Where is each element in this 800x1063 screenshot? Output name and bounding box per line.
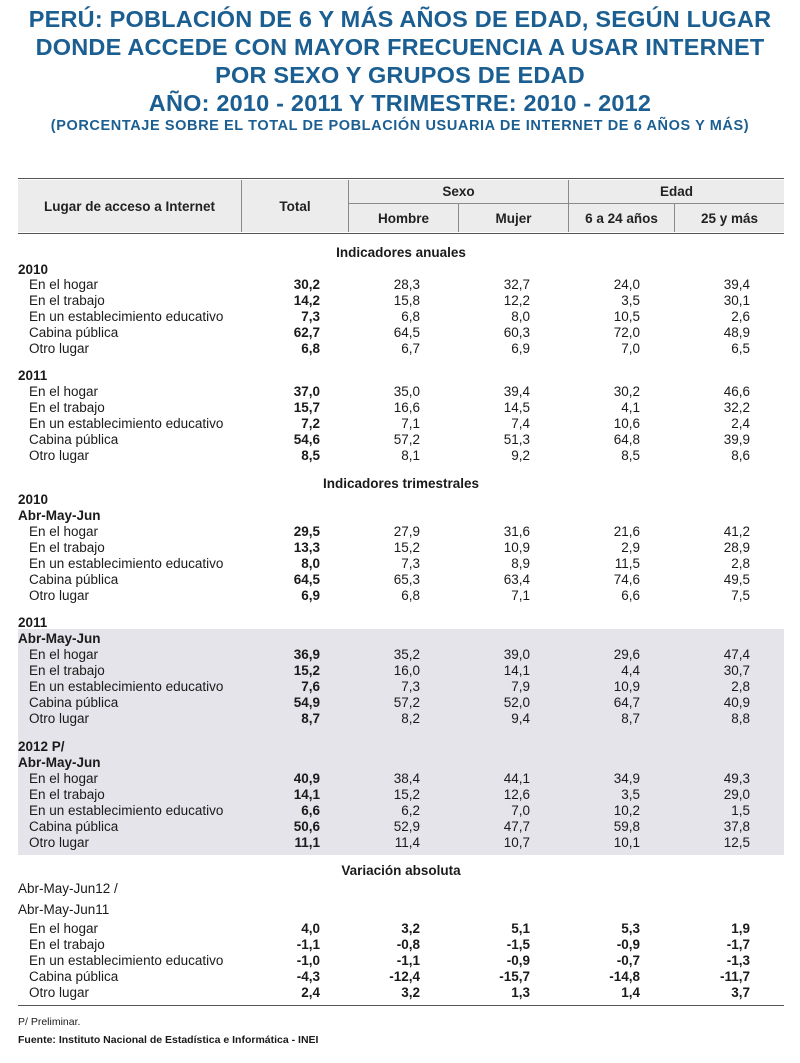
cell-edad-6-24: 72,0 (613, 325, 640, 340)
cell-total: 6,9 (301, 588, 320, 603)
cell-hombre: 64,5 (393, 325, 420, 340)
cell-mujer: 51,3 (503, 432, 530, 447)
cell-edad-25-mas: 41,2 (723, 524, 750, 539)
cell-edad-25-mas: 29,0 (723, 787, 750, 802)
cell-edad-6-24: 59,8 (613, 819, 640, 834)
table-row (18, 953, 784, 969)
cell-edad-6-24: 8,5 (621, 448, 640, 463)
cell-edad-6-24: 10,2 (613, 803, 640, 818)
cell-edad-6-24: 11,5 (614, 556, 640, 571)
cell-edad-6-24: -0,7 (616, 953, 640, 968)
cell-mujer: 10,9 (503, 540, 530, 555)
col-header-edad-6-24: 6 a 24 años (585, 210, 658, 226)
row-label: En un establecimiento educativo (29, 679, 224, 694)
cell-hombre: 7,1 (401, 416, 420, 431)
cell-total: 15,2 (293, 663, 320, 678)
cell-edad-6-24: 10,5 (613, 309, 640, 324)
table-row (18, 985, 784, 1001)
col-header-total: Total (279, 198, 311, 214)
year-label: 2010 (18, 492, 49, 507)
cell-hombre: 15,8 (393, 293, 420, 308)
year-label: 2012 P/ (18, 739, 65, 754)
table-row (18, 819, 784, 835)
cell-edad-6-24: 10,1 (613, 835, 640, 850)
table-row (18, 524, 784, 540)
table-row (18, 416, 784, 432)
cell-mujer: -15,7 (499, 969, 530, 984)
cell-edad-6-24: 34,9 (613, 771, 640, 786)
cell-total: 8,0 (301, 556, 320, 571)
row-label: Cabina pública (29, 695, 119, 710)
cell-edad-25-mas: 2,4 (731, 416, 750, 431)
table-row (18, 556, 784, 572)
cell-edad-25-mas: 7,5 (731, 588, 750, 603)
row-label: En el trabajo (29, 663, 105, 678)
col-header-sexo: Sexo (442, 184, 475, 199)
report-title (0, 5, 800, 135)
cell-edad-25-mas: 40,9 (723, 695, 750, 710)
cell-hombre: 8,2 (401, 711, 420, 726)
table-row (18, 647, 784, 663)
cell-total: 54,9 (293, 695, 320, 710)
table-row (18, 540, 784, 556)
cell-hombre: -0,8 (396, 937, 420, 952)
table-row (18, 293, 784, 309)
cell-edad-25-mas: 39,9 (723, 432, 750, 447)
table-row (18, 572, 784, 588)
cell-mujer: 7,1 (511, 588, 530, 603)
cell-total: 36,9 (293, 647, 320, 662)
cell-edad-6-24: 21,6 (613, 524, 640, 539)
cell-mujer: 14,5 (503, 400, 530, 415)
cell-total: 14,1 (293, 787, 320, 802)
cell-mujer: 47,7 (503, 819, 530, 834)
cell-total: 37,0 (293, 384, 320, 399)
table-header-rule (18, 233, 784, 234)
row-label: En el trabajo (29, 540, 105, 555)
cell-edad-25-mas: 30,1 (723, 293, 750, 308)
row-label: Otro lugar (29, 985, 90, 1000)
col-header-hombre: Hombre (377, 210, 429, 226)
cell-hombre: 3,2 (401, 985, 420, 1000)
row-label: Cabina pública (29, 969, 119, 984)
cell-edad-25-mas: 1,5 (731, 803, 750, 818)
cell-total: 15,7 (293, 400, 320, 415)
row-label: Otro lugar (29, 588, 90, 603)
table-row (18, 771, 784, 787)
period-label: Abr-May-Jun11 (18, 902, 110, 917)
cell-mujer: 52,0 (503, 695, 530, 710)
cell-mujer: 32,7 (503, 277, 530, 292)
row-label: Cabina pública (29, 819, 119, 834)
table-row (18, 969, 784, 985)
cell-edad-25-mas: 37,8 (723, 819, 750, 834)
table-row (18, 384, 784, 400)
cell-mujer: 44,1 (503, 771, 530, 786)
cell-total: 40,9 (293, 771, 320, 786)
cell-hombre: 15,2 (393, 540, 420, 555)
cell-edad-6-24: 24,0 (613, 277, 640, 292)
cell-mujer: 12,6 (503, 787, 530, 802)
cell-edad-25-mas: -1,3 (726, 953, 750, 968)
row-label: En el trabajo (29, 400, 105, 415)
row-label: Otro lugar (29, 341, 90, 356)
table-row (18, 803, 784, 819)
cell-total: 14,2 (293, 293, 320, 308)
cell-mujer: -0,9 (506, 953, 530, 968)
cell-mujer: 7,9 (511, 679, 530, 694)
cell-mujer: 9,4 (511, 711, 530, 726)
row-label: En un establecimiento educativo (29, 803, 224, 818)
cell-edad-25-mas: 47,4 (723, 647, 750, 662)
cell-edad-6-24: 7,0 (621, 341, 640, 356)
section-heading-variacion: Variación absoluta (341, 863, 461, 878)
cell-edad-25-mas: 8,8 (731, 711, 750, 726)
title-line-3: POR SEXO Y GRUPOS DE EDAD (215, 62, 585, 88)
table-bottom-rule (18, 1005, 784, 1006)
cell-hombre: 6,8 (401, 588, 420, 603)
cell-edad-25-mas: 49,3 (723, 771, 750, 786)
cell-mujer: 8,0 (511, 309, 530, 324)
cell-edad-6-24: 74,6 (613, 572, 640, 587)
cell-edad-25-mas: 30,7 (723, 663, 750, 678)
cell-mujer: 5,1 (511, 921, 530, 936)
title-line-1: PERÚ: POBLACIÓN DE 6 Y MÁS AÑOS DE EDAD, SEGÚN LUGAR (28, 6, 772, 32)
cell-hombre: 52,9 (393, 819, 420, 834)
period-label: Abr-May-Jun (18, 755, 101, 770)
cell-mujer: 39,4 (503, 384, 530, 399)
cell-hombre: -1,1 (396, 953, 420, 968)
cell-mujer: 31,6 (503, 524, 530, 539)
cell-total: 7,6 (301, 679, 320, 694)
cell-total: 6,8 (301, 341, 320, 356)
cell-total: 54,6 (293, 432, 320, 447)
cell-total: 11,1 (294, 835, 320, 850)
title-line-4: AÑO: 2010 - 2011 Y TRIMESTRE: 2010 - 2012 (148, 90, 652, 116)
cell-total: 7,2 (301, 416, 320, 431)
row-label: Otro lugar (29, 711, 90, 726)
cell-edad-6-24: 64,8 (613, 432, 640, 447)
cell-mujer: 9,2 (511, 448, 530, 463)
row-label: En un establecimiento educativo (29, 953, 224, 968)
cell-hombre: 8,1 (401, 448, 420, 463)
row-label: En el trabajo (29, 937, 105, 952)
cell-hombre: 3,2 (401, 921, 420, 936)
cell-hombre: 16,0 (393, 663, 420, 678)
cell-edad-6-24: 1,4 (621, 985, 640, 1000)
cell-hombre: 6,2 (401, 803, 420, 818)
cell-total: 6,6 (301, 803, 320, 818)
row-label: En el hogar (29, 921, 99, 936)
col-header-edad-25-mas: 25 y más (700, 210, 759, 226)
title-subtitle: (PORCENTAJE SOBRE EL TOTAL DE POBLACIÓN USUARIA DE INTERNET DE 6 AÑOS Y MÁS) (50, 118, 750, 134)
cell-total: 4,0 (301, 921, 320, 936)
period-label: Abr-May-Jun (18, 508, 101, 523)
cell-edad-6-24: 30,2 (613, 384, 640, 399)
cell-hombre: 38,4 (393, 771, 420, 786)
row-label: Otro lugar (29, 448, 90, 463)
cell-edad-25-mas: 46,6 (723, 384, 750, 399)
cell-edad-25-mas: 8,6 (731, 448, 750, 463)
cell-edad-25-mas: 2,8 (731, 679, 750, 694)
section-heading-trimestral: Indicadores trimestrales (322, 476, 480, 491)
cell-hombre: 7,3 (401, 556, 420, 571)
cell-hombre: 15,2 (393, 787, 420, 802)
year-label: 2011 (18, 368, 48, 383)
table-row (18, 309, 784, 325)
cell-hombre: 57,2 (393, 432, 420, 447)
cell-total: 8,7 (301, 711, 320, 726)
cell-edad-25-mas: 12,5 (723, 835, 750, 850)
row-label: Otro lugar (29, 835, 90, 850)
cell-total: 2,4 (301, 985, 320, 1000)
table-row (18, 432, 784, 448)
table-row (18, 711, 784, 727)
cell-edad-6-24: 3,5 (621, 787, 640, 802)
cell-hombre: 6,7 (401, 341, 420, 356)
table-row (18, 787, 784, 803)
cell-hombre: 35,0 (393, 384, 420, 399)
table-row (18, 835, 784, 851)
footnote-preliminar: P/ Preliminar. (18, 1016, 81, 1028)
period-label: Abr-May-Jun12 / (18, 881, 118, 896)
row-label: Cabina pública (29, 572, 119, 587)
cell-hombre: 6,8 (401, 309, 420, 324)
table-row (18, 448, 784, 464)
cell-mujer: 10,7 (503, 835, 530, 850)
col-header-lugar: Lugar de acceso a Internet (43, 198, 216, 214)
row-label: En el hogar (29, 771, 99, 786)
cell-hombre: 7,3 (401, 679, 420, 694)
cell-total: 30,2 (293, 277, 320, 292)
col-header-edad: Edad (659, 184, 693, 199)
section-heading-anual: Indicadores anuales (336, 245, 466, 260)
cell-edad-25-mas: 39,4 (723, 277, 750, 292)
cell-edad-25-mas: 49,5 (723, 572, 750, 587)
cell-hombre: 28,3 (393, 277, 420, 292)
cell-edad-6-24: 29,6 (613, 647, 640, 662)
cell-total: 8,5 (301, 448, 320, 463)
row-label: En el trabajo (29, 787, 105, 802)
table-row (18, 679, 784, 695)
data-table (18, 178, 784, 1006)
cell-edad-6-24: 3,5 (621, 293, 640, 308)
cell-edad-25-mas: -1,7 (726, 937, 750, 952)
cell-edad-6-24: 4,4 (621, 663, 640, 678)
cell-hombre: 16,6 (393, 400, 420, 415)
row-label: En un establecimiento educativo (29, 556, 224, 571)
cell-total: 64,5 (293, 572, 320, 587)
cell-mujer: 39,0 (503, 647, 530, 662)
cell-hombre: 35,2 (393, 647, 420, 662)
table-row (18, 588, 784, 604)
cell-mujer: 63,4 (503, 572, 530, 587)
year-label: 2011 (18, 615, 48, 630)
cell-edad-25-mas: 48,9 (723, 325, 750, 340)
cell-edad-25-mas: -11,7 (719, 969, 750, 984)
cell-total: 29,5 (293, 524, 320, 539)
table-top-rule (18, 178, 784, 179)
title-line-2: DONDE ACCEDE CON MAYOR FRECUENCIA A USAR INTERNET (35, 34, 765, 60)
row-label: Cabina pública (29, 432, 119, 447)
col-header-mujer: Mujer (495, 210, 532, 226)
cell-edad-6-24: -14,8 (609, 969, 640, 984)
table-row (18, 663, 784, 679)
cell-edad-25-mas: 6,5 (731, 341, 750, 356)
cell-edad-25-mas: 2,8 (731, 556, 750, 571)
table-row (18, 921, 784, 937)
cell-edad-25-mas: 2,6 (731, 309, 750, 324)
cell-mujer: 60,3 (503, 325, 530, 340)
row-label: En el hogar (29, 384, 99, 399)
cell-hombre: 27,9 (393, 524, 420, 539)
cell-hombre: 11,4 (394, 835, 420, 850)
cell-total: 7,3 (301, 309, 320, 324)
row-label: En un establecimiento educativo (29, 309, 224, 324)
cell-mujer: 12,2 (503, 293, 530, 308)
cell-edad-6-24: -0,9 (616, 937, 640, 952)
cell-mujer: 6,9 (511, 341, 530, 356)
cell-edad-6-24: 6,6 (621, 588, 640, 603)
row-label: En el hogar (29, 524, 99, 539)
cell-edad-6-24: 5,3 (621, 921, 640, 936)
cell-edad-6-24: 2,9 (621, 540, 640, 555)
cell-total: 13,3 (293, 540, 320, 555)
cell-edad-6-24: 64,7 (613, 695, 640, 710)
cell-total: -4,3 (296, 969, 320, 984)
cell-edad-25-mas: 32,2 (723, 400, 750, 415)
cell-mujer: 7,0 (511, 803, 530, 818)
cell-edad-25-mas: 28,9 (723, 540, 750, 555)
table-row (18, 695, 784, 711)
cell-edad-6-24: 4,1 (621, 400, 640, 415)
cell-mujer: 7,4 (511, 416, 530, 431)
cell-edad-6-24: 8,7 (621, 711, 640, 726)
cell-total: 50,6 (293, 819, 320, 834)
row-label: En el hogar (29, 277, 99, 292)
cell-mujer: 8,9 (511, 556, 530, 571)
cell-total: -1,0 (296, 953, 320, 968)
table-row (18, 325, 784, 341)
table-row (18, 277, 784, 293)
cell-mujer: 1,3 (511, 985, 530, 1000)
cell-edad-25-mas: 3,7 (731, 985, 750, 1000)
table-row (18, 400, 784, 416)
period-label: Abr-May-Jun (18, 631, 101, 646)
source-note: Fuente: Instituto Nacional de Estadística e Informática - INEI (18, 1034, 319, 1046)
cell-total: 62,7 (293, 325, 320, 340)
cell-mujer: -1,5 (506, 937, 530, 952)
cell-mujer: 14,1 (503, 663, 530, 678)
row-label: En el trabajo (29, 293, 105, 308)
table-row (18, 937, 784, 953)
row-label: Cabina pública (29, 325, 119, 340)
cell-hombre: -12,4 (389, 969, 420, 984)
row-label: En un establecimiento educativo (29, 416, 224, 431)
table-row (18, 341, 784, 357)
cell-hombre: 57,2 (393, 695, 420, 710)
cell-hombre: 65,3 (393, 572, 420, 587)
cell-edad-25-mas: 1,9 (731, 921, 750, 936)
row-label: En el hogar (29, 647, 99, 662)
cell-edad-6-24: 10,6 (613, 416, 640, 431)
cell-total: -1,1 (296, 937, 320, 952)
cell-edad-6-24: 10,9 (613, 679, 640, 694)
year-label: 2010 (18, 262, 49, 277)
